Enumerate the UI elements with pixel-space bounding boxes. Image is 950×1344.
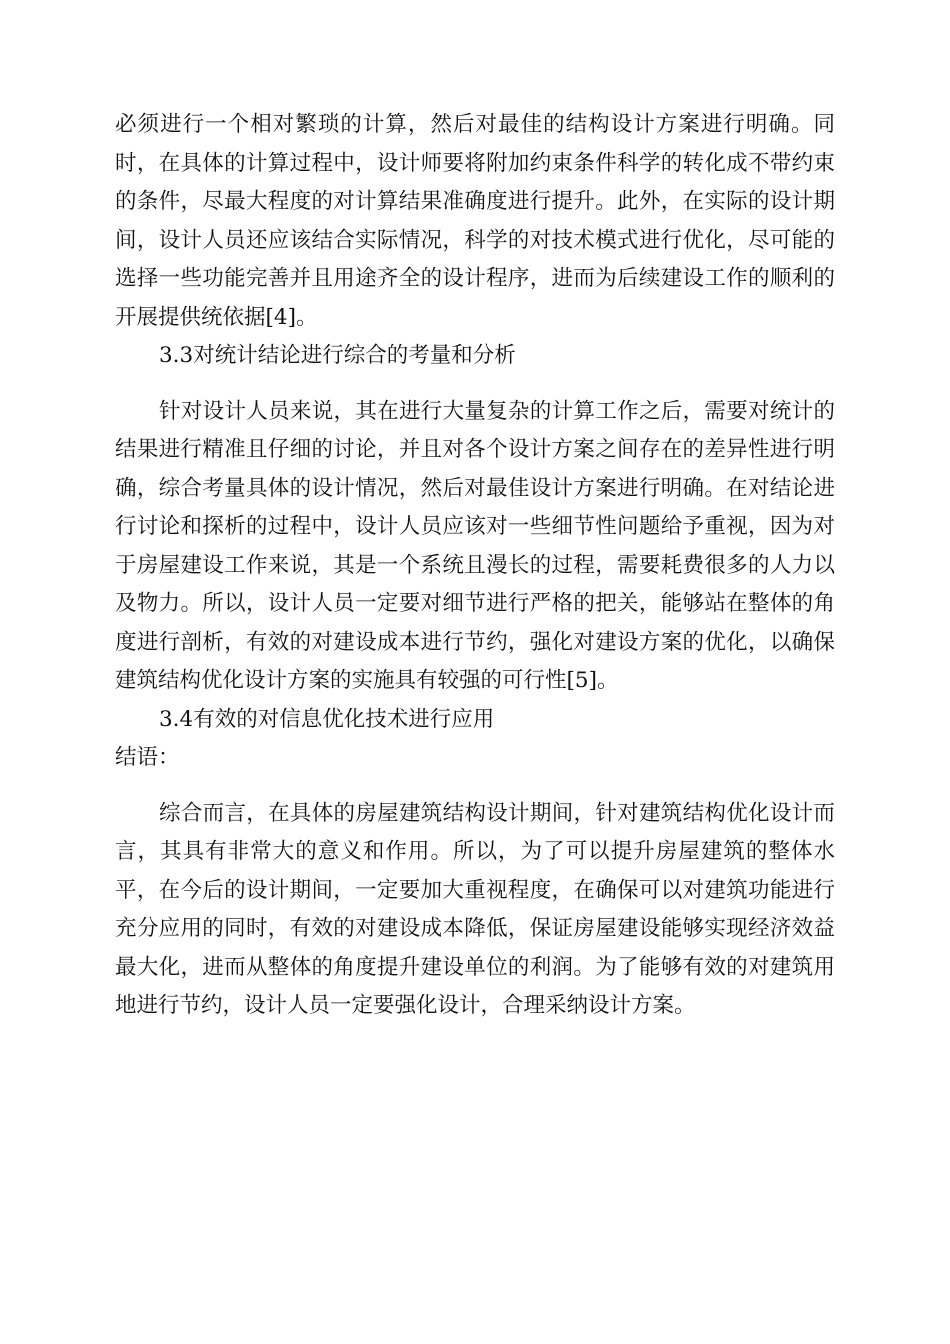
paragraph-statistics: 针对设计人员来说，其在进行大量复杂的计算工作之后，需要对统计的结果进行精准且仔细的讨论，并且对各个设计方案之间存在的差异性进行明确，综合考量具体的设计情况，然后对最佳设计方案进行明确。在对结论进行讨论和探析的过程中，设计人员应该对一些细节性问题给予重视，因为对于房屋建设工作来说，其是一个系统且漫长的过程，需要耗费很多的人力以及物力。所以，设计人员一定要对细节进行严格的把关，能够站在整体的角度进行剖析，有效的对建设成本进行节约，强化对建设方案的优化，以确保建筑结构优化设计方案的实施具有较强的可行性[5]。 bbox=[115, 398, 835, 693]
paragraph-calculation: 必须进行一个相对繁琐的计算，然后对最佳的结构设计方案进行明确。同时，在具体的计算过程中，设计师要将附加约束条件科学的转化成不带约束的条件，尽最大程度的对计算结果准确度进行提升。此外，在实际的设计期间，设计人员还应该结合实际情况，科学的对技术模式进行优化，尽可能的选择一些功能完善并且用途齐全的设计程序，进而为后续建设工作的顺利的开展提供统依据[4]。 bbox=[115, 112, 835, 330]
section-heading-3-4: 3.4有效的对信息优化技术进行应用 bbox=[159, 706, 495, 732]
conclusion-label: 结语： bbox=[115, 745, 180, 770]
section-heading-3-3: 3.3对统计结论进行综合的考量和分析 bbox=[159, 343, 516, 368]
paragraph-conclusion: 综合而言，在具体的房屋建筑结构设计期间，针对建筑结构优化设计而言，其具有非常大的意义和作用。所以，为了可以提升房屋建筑的整体水平，在今后的设计期间，一定要加大重视程度，在确保可以对建筑功能进行充分应用的同时，有效的对建设成本降低，保证房屋建设能够实现经济效益最大化，进而从整体的角度提升建设单位的利润。为了能够有效的对建筑用地进行节约，设计人员一定要强化设计，合理采纳设计方案。 bbox=[115, 800, 835, 1018]
document-body bbox=[115, 106, 835, 1026]
